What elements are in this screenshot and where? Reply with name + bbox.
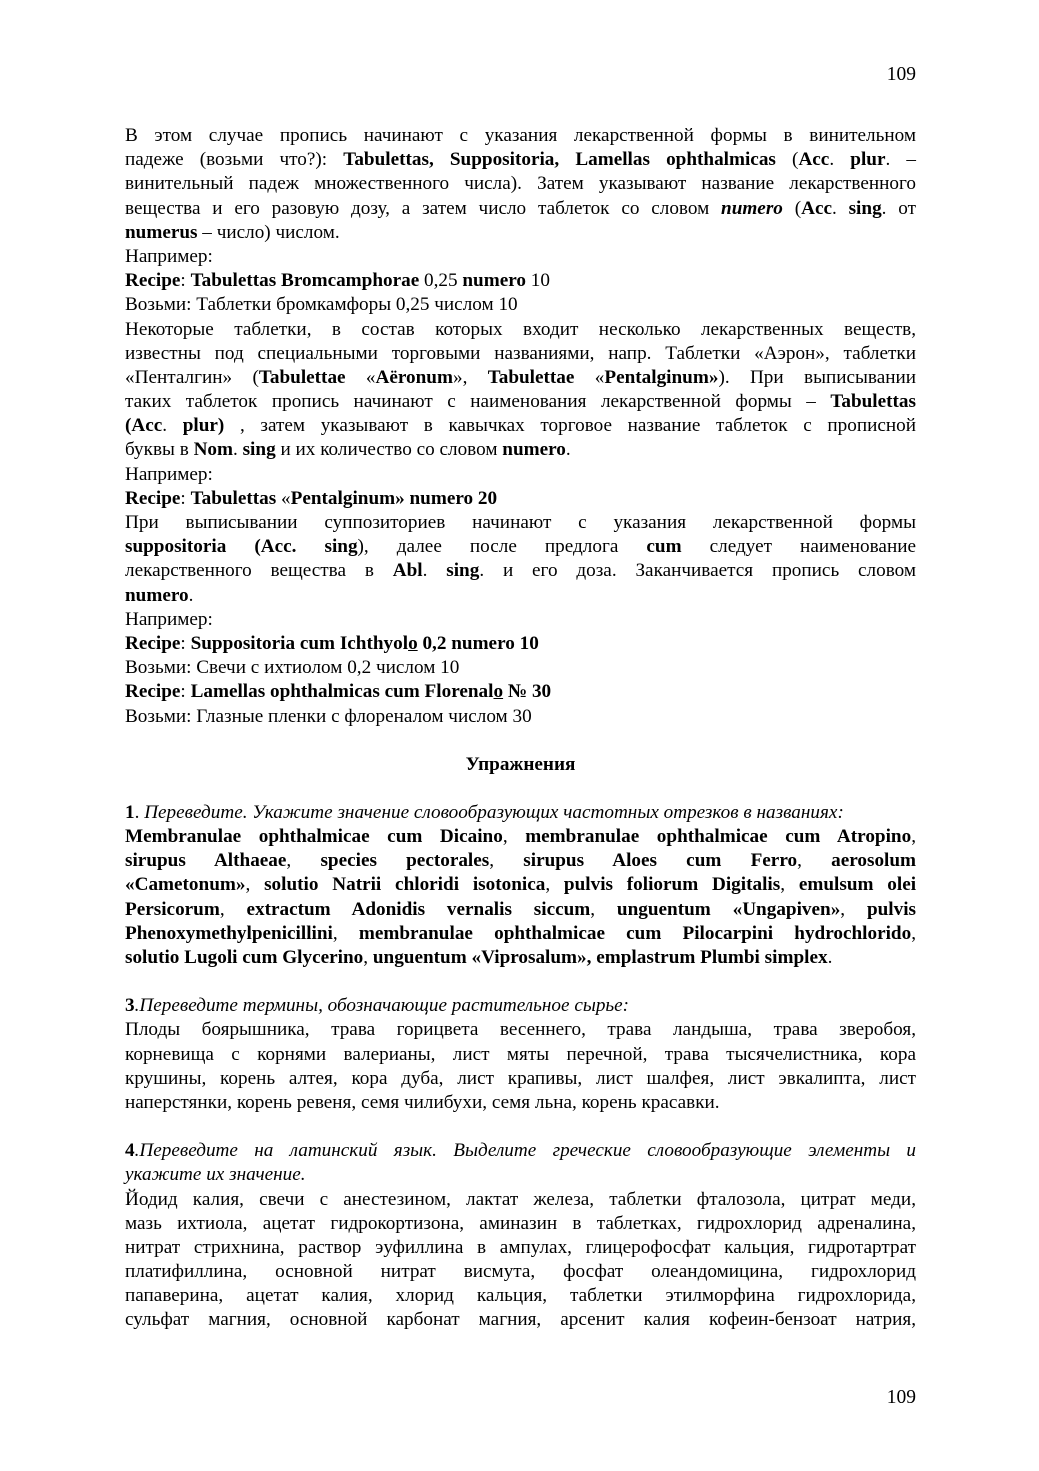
para2-line-1: Некоторые таблетки, в состав которых входит несколько лекарственных веществ,: [125, 318, 916, 340]
task1-line-2: sirupus Althaeae, species pectorales, sirupus Aloes cum Ferro, aerosolum: [125, 850, 917, 872]
task1-line-3: «Cametonum», solutio Natrii chloridi isotonica, pulvis foliorum Digitalis, emulsum olei: [125, 874, 917, 896]
task1-line-6: solutio Lugoli cum Glycerino, unguentum «Viprosalum», emplastrum Plumbi simplex.: [125, 947, 833, 968]
task4-line-5: папаверина, ацетат калия, хлорид кальция, таблетки этилморфина гидрохлорида,: [125, 1285, 916, 1307]
para2-line-3: «Пенталгин» (Tabulettae «Aёronum», Tabulettae «Pentalginum»). При выписывании: [125, 366, 917, 388]
page-content: [125, 124, 916, 1333]
para2-line-6: буквы в Nom. sing и их количество со словом numero.: [125, 439, 571, 461]
task4-instruction-2: укажите их значение.: [125, 1164, 306, 1186]
page-number-top: 109: [886, 64, 916, 85]
para2-line-5: (Acc. plur) , затем указывают в кавычках торговое название таблеток с прописной: [125, 415, 917, 437]
task1-instruction: 1. Переведите. Укажите значение словообразующих частотных отрезков в названиях:: [125, 801, 844, 823]
task4-line-3: нитрат стрихнина, раствор эуфиллина в ампулах, глицерофосфат кальция, гидротартрат: [125, 1236, 916, 1258]
intro-line-1: В этом случае пропись начинают с указания лекарственной формы в винительном: [125, 125, 916, 146]
task3-line-2: корневища с корнями валерианы, лист мяты перечной, трава тысячелистника, кора: [125, 1043, 916, 1065]
task4-line-6: сульфат магния, основной карбонат магния, арсенит калия кофеин-бензоат натрия,: [125, 1309, 916, 1331]
recipe-example-1-translation: Возьми: Таблетки бромкамфоры 0,25 числом 10: [125, 294, 518, 316]
example-label: Например:: [125, 245, 213, 267]
recipe-example-4-translation: Возьми: Глазные пленки с флореналом числом 30: [125, 705, 532, 727]
recipe-example-1: Recipe: Tabulettas Bromcamphorae 0,25 numero 10: [125, 270, 550, 292]
example-label-2: Например:: [125, 463, 213, 485]
recipe-example-3-translation: Возьми: Свечи с ихтиолом 0,2 числом 10: [125, 657, 460, 679]
para3-line-4: numero.: [125, 584, 194, 606]
task3-line-4: наперстянки, корень ревеня, семя чилибухи, семя льна, корень красавки.: [125, 1091, 720, 1113]
task1-line-1: Membranulae ophthalmicae cum Dicaino, membranulae ophthalmicae cum Atropino,: [125, 826, 916, 848]
para3-line-2: suppositoria (Acc. sing), далее после предлога cum следует наименование: [125, 536, 916, 558]
para2-line-2: известны под специальными торговыми названиями, напр. Таблетки «Аэрон», таблетки: [125, 342, 916, 364]
recipe-example-2: Recipe: Tabulettas «Pentalginum» numero 20: [125, 487, 498, 509]
spacer: [125, 1115, 916, 1139]
section-heading: Упражнения: [465, 753, 576, 775]
para2-line-4: таких таблеток пропись начинают с наименования лекарственной формы – Tabulettas: [125, 391, 916, 413]
recipe-example-4: Recipe: Lamellas ophthalmicas cum Florenalo № 30: [125, 681, 552, 703]
spacer: [125, 729, 916, 753]
task3-instruction: 3.Переведите термины, обозначающие растительное сырье:: [125, 995, 630, 1017]
para3-line-1: При выписывании суппозиториев начинают с указания лекарственной формы: [125, 512, 916, 533]
intro-line-2: падеже (возьми что?): Tabulettas, Suppositoria, Lamellas ophthalmicas (Acc. plur. –: [125, 149, 917, 171]
recipe-example-3: Recipe: Suppositoria cum Ichthyolo 0,2 numero 10: [125, 632, 539, 654]
intro-line-3: винительный падеж множественного числа). Затем указывают название лекарственного: [125, 173, 916, 195]
example-label-3: Например:: [125, 608, 213, 630]
task1-line-4: Persicorum, extractum Adonidis vernalis siccum, unguentum «Ungapiven», pulvis: [125, 898, 917, 920]
spacer: [125, 777, 916, 801]
task4-line-4: платифиллина, основной нитрат висмута, фосфат олеандомицина, гидрохлорид: [125, 1261, 916, 1283]
task4-line-1: Йодид калия, свечи с анестезином, лактат железа, таблетки фталозола, цитрат меди,: [125, 1188, 916, 1210]
task3-line-1: Плоды боярышника, трава горицвета весеннего, трава ландыша, трава зверобоя,: [125, 1019, 916, 1041]
task4-instruction-1: 4.Переведите на латинский язык. Выделите греческие словообразующие элементы и: [125, 1140, 916, 1162]
task1-line-5: Phenoxymethylpenicillini, membranulae ophthalmicae cum Pilocarpini hydrochlorido,: [125, 922, 916, 944]
intro-line-4: вещества и его разовую дозу, а затем число таблеток со словом numero (Acc. sing. от: [125, 197, 917, 219]
spacer: [125, 970, 916, 994]
task4-line-2: мазь ихтиола, ацетат гидрокортизона, аминазин в таблетках, гидрохлорид адреналина,: [125, 1212, 916, 1234]
para3-line-3: лекарственного вещества в Abl. sing. и его доза. Заканчивается пропись словом: [125, 560, 917, 582]
task3-line-3: крушины, корень алтея, кора дуба, лист крапивы, лист шалфея, лист эвкалипта, лист: [125, 1067, 916, 1089]
intro-line-5: numerus – число) числом.: [125, 221, 340, 243]
page-number-bottom: 109: [886, 1387, 916, 1408]
